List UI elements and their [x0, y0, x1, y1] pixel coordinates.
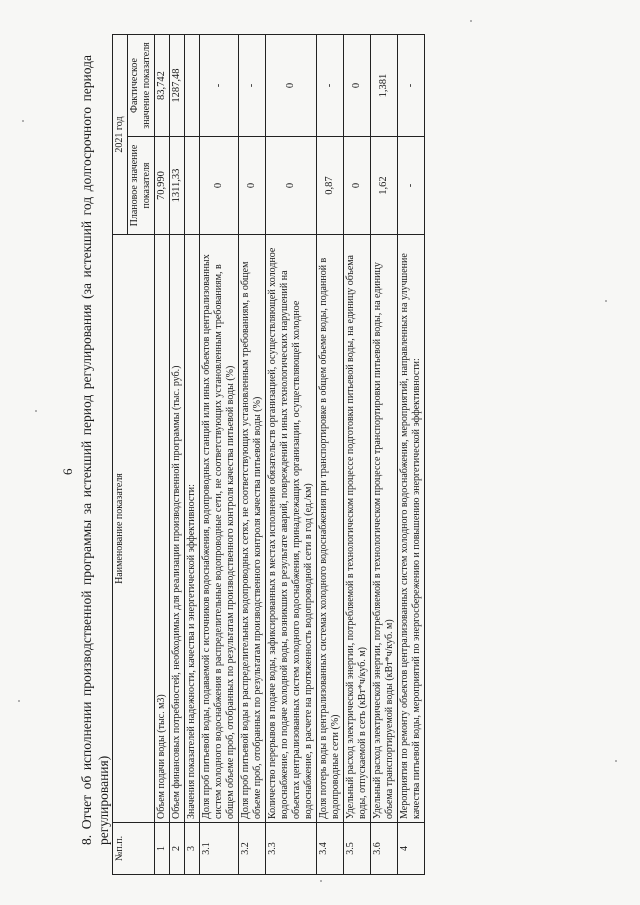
table-row: [398, 35, 425, 875]
row-plan: 0: [200, 137, 239, 235]
table-row: [185, 35, 200, 875]
row-name: Доля проб питьевой воды в распределительных водопроводных сетях, не соответствующих установленным требованиям, в общем объеме проб, отобранных по результатам производственного контроля качества питьевой воды (%): [239, 235, 266, 823]
scan-speck: [35, 410, 37, 412]
scan-speck: [470, 20, 472, 22]
header-name: Наименование показателя: [113, 235, 155, 823]
scan-speck: [615, 760, 617, 762]
scan-speck: [320, 880, 322, 882]
row-plan: 70,990: [155, 137, 170, 235]
production-program-table: [112, 34, 425, 875]
scan-speck: [22, 120, 24, 122]
table-row: [371, 35, 398, 875]
row-num: 4: [398, 823, 425, 875]
row-fact: 0: [266, 35, 317, 137]
row-plan: 0,87: [317, 137, 344, 235]
header-num: №п.п.: [113, 823, 155, 875]
row-fact: -: [317, 35, 344, 137]
row-num: 3.2: [239, 823, 266, 875]
row-name: Удельный расход электрической энергии, потребляемой в технологическом процессе транспортировки питьевой воды, на единицу объема транспортируемой воды (кВт*ч/куб. м): [371, 235, 398, 823]
row-plan: 1311,33: [170, 137, 185, 235]
table-row: [239, 35, 266, 875]
row-plan: [185, 137, 200, 235]
header-fact: Фактическое значение показателя: [128, 35, 155, 137]
row-fact: 0: [344, 35, 371, 137]
table-row: [266, 35, 317, 875]
row-fact: -: [200, 35, 239, 137]
scan-speck: [18, 700, 20, 702]
table-header-row: [113, 35, 128, 875]
table-row: [344, 35, 371, 875]
table-row: [170, 35, 185, 875]
row-num: 3.1: [200, 823, 239, 875]
row-name: Мероприятия по ремонту объектов централизованных систем холодного водоснабжения, мероприятий, направленных на улучшение качества питьевой воды, мероприятий по энергосбережению и повышению энергетической эффективности:: [398, 235, 425, 823]
row-num: 3: [185, 823, 200, 875]
row-name: Значения показателей надежности, качества и энергетической эффективности:: [185, 235, 200, 823]
row-plan: 1,62: [371, 137, 398, 235]
header-year: 2021 год: [113, 35, 128, 235]
row-fact: [185, 35, 200, 137]
row-plan: -: [398, 137, 425, 235]
row-fact: -: [398, 35, 425, 137]
row-num: 3.5: [344, 823, 371, 875]
scan-speck: [605, 300, 607, 302]
row-fact: -: [239, 35, 266, 137]
row-name: Объем подачи воды (тыс. м3): [155, 235, 170, 823]
row-plan: 0: [344, 137, 371, 235]
page-number: 6: [60, 468, 75, 475]
row-plan: 0: [239, 137, 266, 235]
row-fact: 1287,48: [170, 35, 185, 137]
table-row: [200, 35, 239, 875]
row-name: Доля проб питьевой воды, подаваемой с источников водоснабжения, водопроводных станций или иных объектов централизованных систем холодного водоснабжения в распределительные водопроводные сети, не соответствующих установленным требованиям, в общем объеме проб, отобранных по результатам производственного контроля качества питьевой воды (%): [200, 235, 239, 823]
section-title: 8. Отчет об исполнении производственной программы за истекший период регулирования (за истекший год долгосрочного периода регулирования): [79, 55, 111, 845]
table-row: [155, 35, 170, 875]
row-num: 3.6: [371, 823, 398, 875]
row-num: 3.4: [317, 823, 344, 875]
row-name: Доля потерь воды в централизованных системах холодного водоснабжения при транспортировке в общем объеме воды, поданной в водопроводные сети (%): [317, 235, 344, 823]
row-num: 3.3: [266, 823, 317, 875]
header-plan: Плановое значение показателя: [128, 137, 155, 235]
row-name: Объем финансовых потребностей, необходимых для реализации производственной программы (тыс. руб.): [170, 235, 185, 823]
row-num: 1: [155, 823, 170, 875]
row-plan: 0: [266, 137, 317, 235]
row-fact: 83,742: [155, 35, 170, 137]
row-num: 2: [170, 823, 185, 875]
table-row: [317, 35, 344, 875]
row-fact: 1,381: [371, 35, 398, 137]
row-name: Удельный расход электрической энергии, потребляемой в технологическом процессе подготовки питьевой воды, на единицу объема воды, отпускаемой в сеть (кВт*ч/куб. м): [344, 235, 371, 823]
row-name: Количество перерывов в подаче воды, зафиксированных в местах исполнения обязательств организацией, осуществляющей холодное водоснабжение, по подаче холодной воды, возникших в результате аварий, повреждений и иных технологических нарушений на объектах централизованных систем холодного водоснабжения, принадлежащих организации, осуществляющей холодное водоснабжение, в расчете на протяженность водопроводной сети в год (ед./км): [266, 235, 317, 823]
